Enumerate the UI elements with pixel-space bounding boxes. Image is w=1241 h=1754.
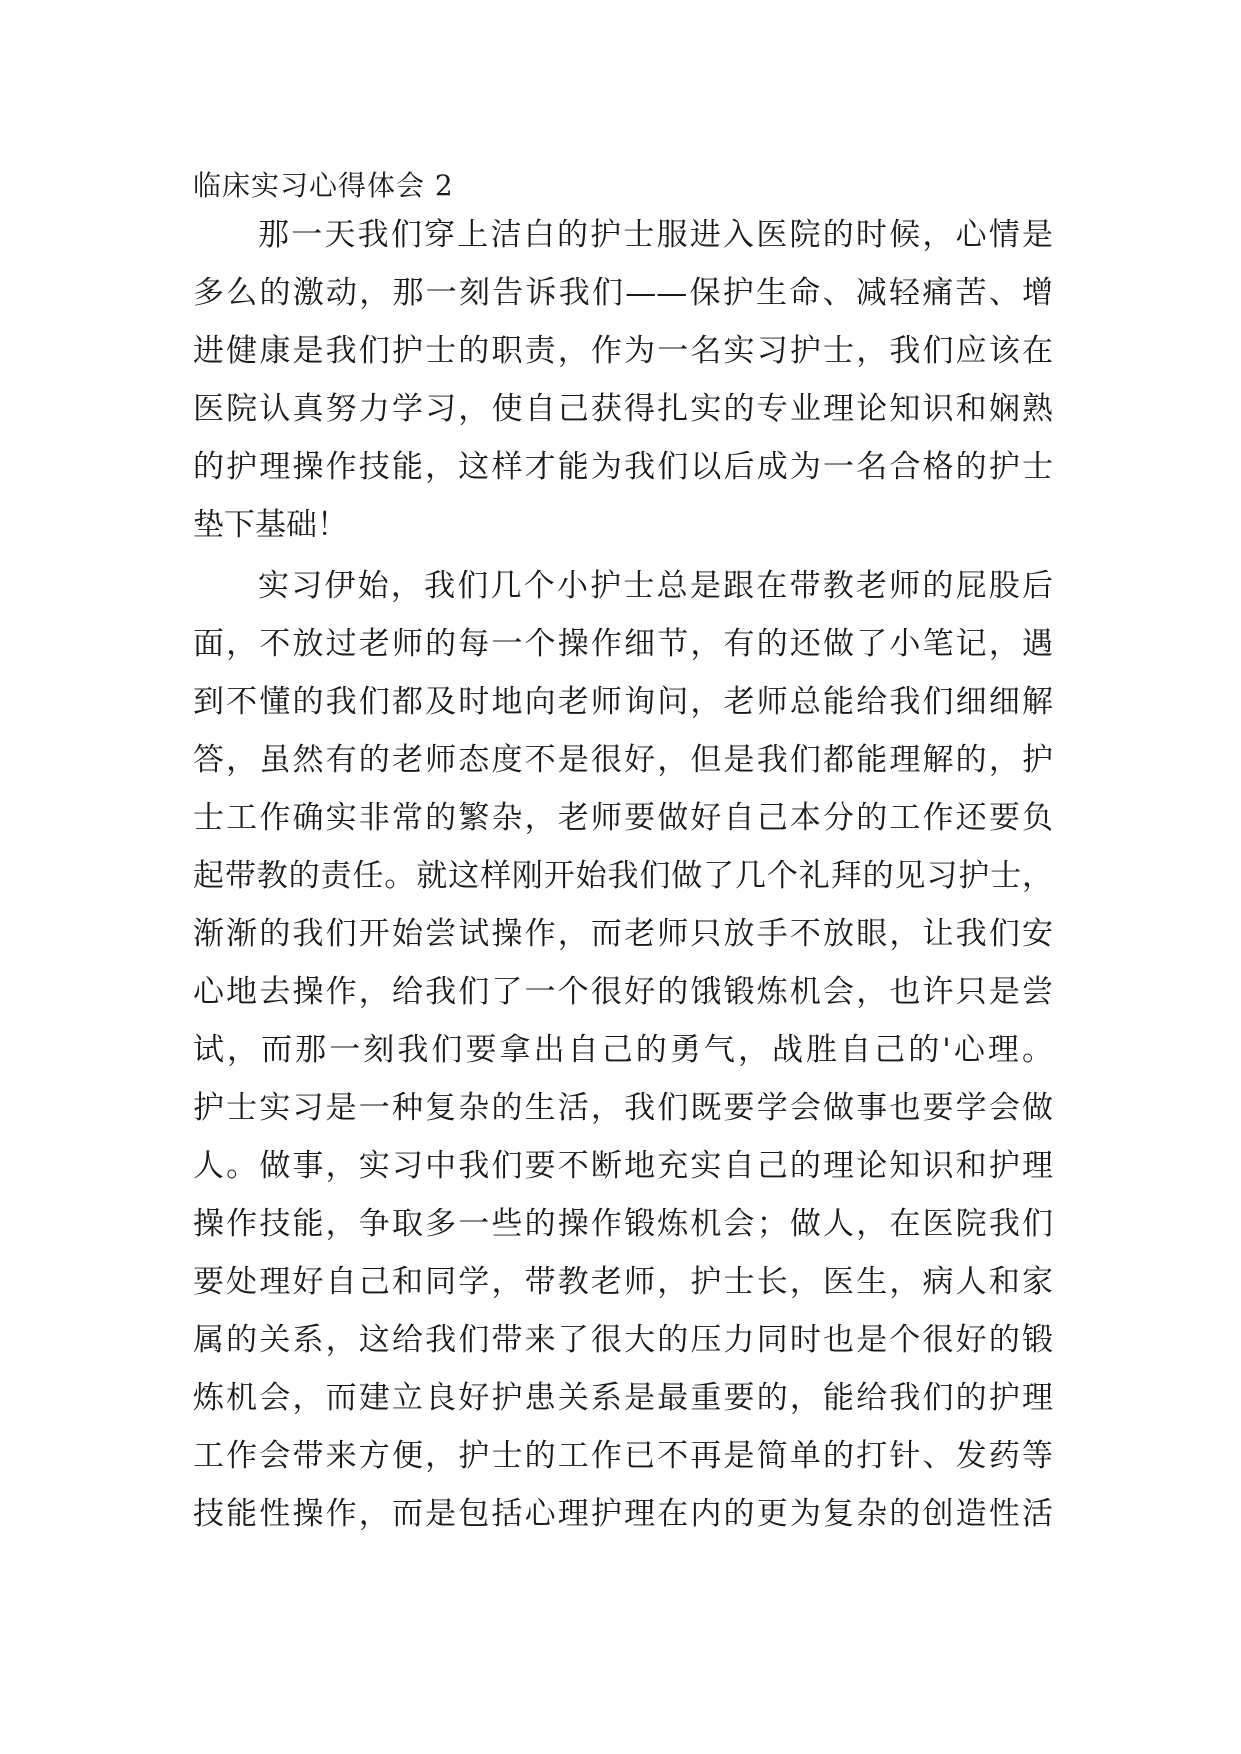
paragraph-line: 试，而那一刻我们要拿出自己的勇气，战胜自己的'心理。 xyxy=(193,1032,1053,1068)
paragraph-line: 士工作确实非常的繁杂，老师要做好自己本分的工作还要负 xyxy=(193,800,1053,836)
document-title: 临床实习心得体会 2 xyxy=(193,169,454,202)
paragraph-line: 多么的激动，那一刻告诉我们——保护生命、减轻痛苦、增 xyxy=(193,275,1053,311)
paragraph-line: 那一天我们穿上洁白的护士服进入医院的时候，心情是 xyxy=(258,217,1053,253)
paragraph-line: 炼机会，而建立良好护患关系是最重要的，能给我们的护理 xyxy=(193,1380,1053,1416)
paragraph-line: 属的关系，这给我们带来了很大的压力同时也是个很好的锻 xyxy=(193,1322,1053,1358)
paragraph-line: 起带教的责任。就这样刚开始我们做了几个礼拜的见习护士， xyxy=(193,858,1053,894)
paragraph-line: 护士实习是一种复杂的生活，我们既要学会做事也要学会做 xyxy=(193,1090,1053,1126)
paragraph-line: 垫下基础！ xyxy=(193,507,348,543)
paragraph-line: 的护理操作技能，这样才能为我们以后成为一名合格的护士 xyxy=(193,449,1053,485)
paragraph-line: 进健康是我们护士的职责，作为一名实习护士，我们应该在 xyxy=(193,333,1053,369)
paragraph-line: 工作会带来方便，护士的工作已不再是简单的打针、发药等 xyxy=(193,1438,1053,1474)
paragraph-line: 面，不放过老师的每一个操作细节，有的还做了小笔记，遇 xyxy=(193,626,1053,662)
paragraph-line: 操作技能，争取多一些的操作锻炼机会；做人，在医院我们 xyxy=(193,1206,1053,1242)
paragraph-line: 渐渐的我们开始尝试操作，而老师只放手不放眼，让我们安 xyxy=(193,916,1053,952)
paragraph-line: 心地去操作，给我们了一个很好的饿锻炼机会，也许只是尝 xyxy=(193,974,1053,1010)
paragraph-line: 实习伊始，我们几个小护士总是跟在带教老师的屁股后 xyxy=(258,568,1053,604)
paragraph-line: 技能性操作，而是包括心理护理在内的更为复杂的创造性活 xyxy=(193,1496,1053,1532)
paragraph-line: 到不懂的我们都及时地向老师询问，老师总能给我们细细解 xyxy=(193,684,1053,720)
paragraph-line: 答，虽然有的老师态度不是很好，但是我们都能理解的，护 xyxy=(193,742,1053,778)
paragraph-line: 医院认真努力学习，使自己获得扎实的专业理论知识和娴熟 xyxy=(193,391,1053,427)
paragraph-line: 人。做事，实习中我们要不断地充实自己的理论知识和护理 xyxy=(193,1148,1053,1184)
paragraph-line: 要处理好自己和同学，带教老师，护士长，医生，病人和家 xyxy=(193,1264,1053,1300)
